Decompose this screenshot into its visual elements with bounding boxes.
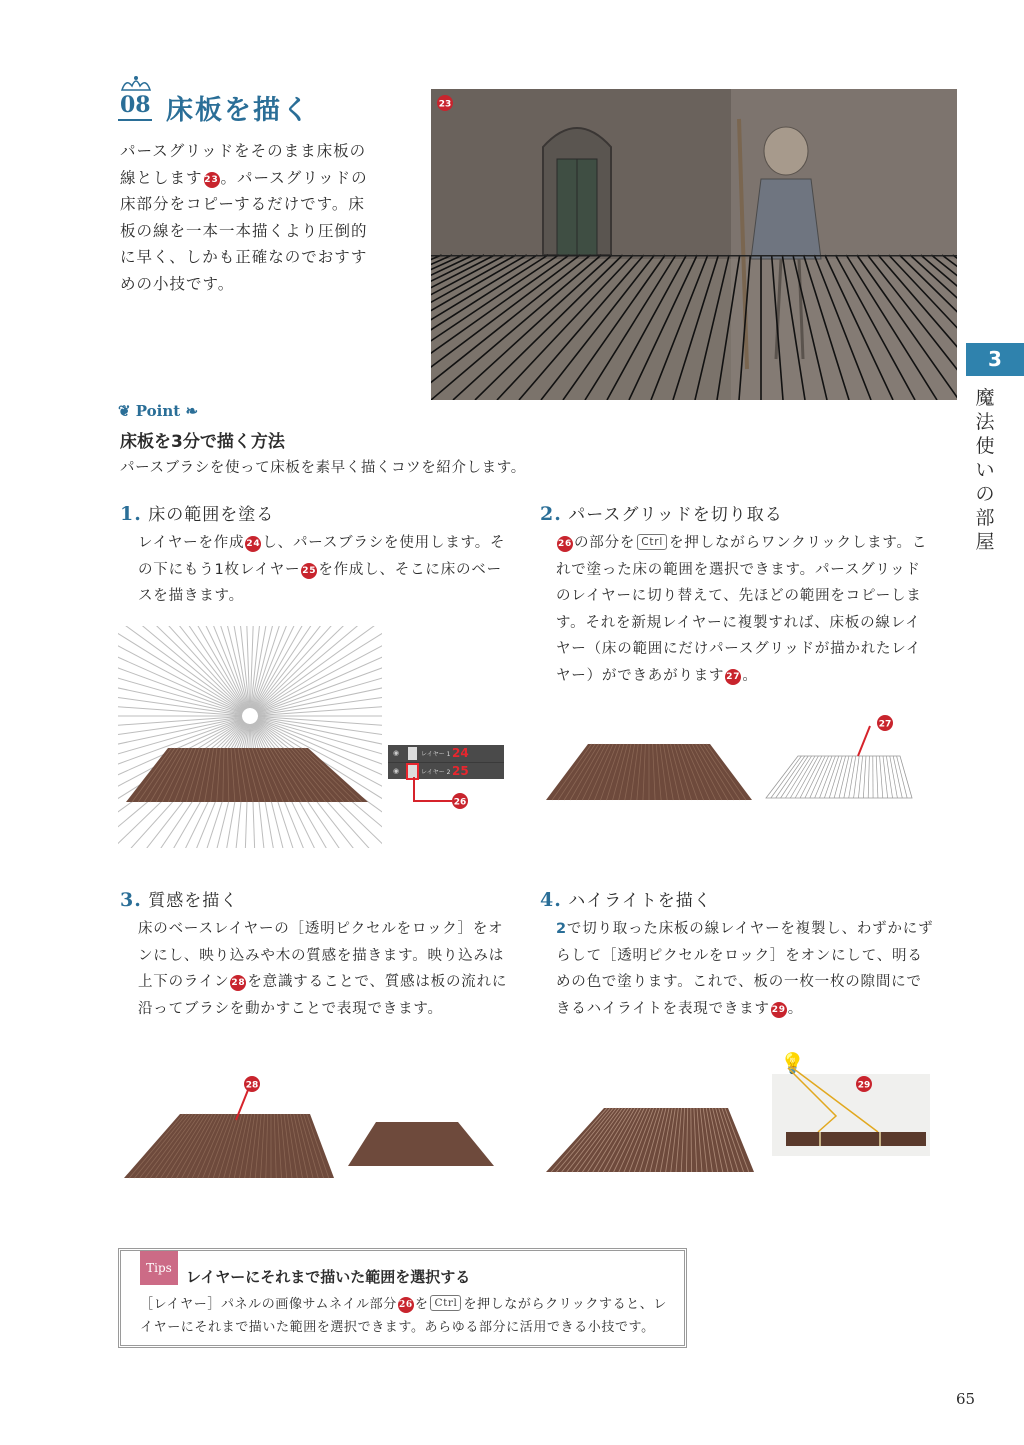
- section-title: 床板を描く: [166, 95, 311, 126]
- texture-figure: [118, 1074, 508, 1192]
- section-number-underline: [118, 119, 152, 121]
- step-4-heading: 4. ハイライトを描く: [540, 889, 712, 911]
- layers-panel: [388, 745, 504, 779]
- svg-text:26: 26: [453, 797, 467, 808]
- point-title: 床板を3分で描く方法: [120, 432, 285, 452]
- perspective-grid-figure: [118, 626, 382, 848]
- tips-title: レイヤーにそれまで描いた範囲を選択する: [186, 1268, 471, 1286]
- callout-26-pointer: [408, 775, 474, 811]
- point-label: ❦ Point ❧: [118, 402, 199, 420]
- point-description: パースブラシを使って床板を素早く描くコツを紹介します。: [120, 460, 526, 476]
- chapter-title-vertical: 魔法使いの部屋: [975, 387, 995, 553]
- tips-badge: Tips: [140, 1251, 178, 1285]
- step-4-body: 2で切り取った床板の線レイヤーを複製し、わずかにずらして［透明ピクセルをロック］をオンにして、明るめの色で塗ります。これで、板の一枚一枚の隙間にできるハイライトを表現できます 29 。: [556, 921, 934, 1017]
- svg-text:28: 28: [245, 1080, 259, 1091]
- svg-text:29: 29: [857, 1080, 871, 1091]
- highlight-figure: [540, 1046, 932, 1184]
- layer-thumbnail[interactable]: [408, 747, 417, 760]
- step-2-body: 26 の部分を Ctrl を押しながらワンクリックします。これで塗った床の範囲を選択できます。パースグリッドのレイヤーに切り替えて、先ほどの範囲をコピーします。それを新規レイヤーに複製すれば、床板の線レイヤー（床の範囲にだけパースグリッドが描かれたレイヤー）ができあがります 27 。: [556, 535, 928, 684]
- eye-icon[interactable]: ◉: [393, 749, 400, 757]
- page-number: 65: [956, 1390, 976, 1408]
- step-3-heading: 3. 質感を描く: [120, 889, 239, 911]
- ctrl-key: Ctrl: [637, 534, 667, 550]
- tips-body: ［レイヤー］パネルの画像サムネイル部分 26 を Ctrl を押しながらクリックすると、レイヤーにそれまで描いた範囲を選択できます。あらゆる部分に活用できる小技です。: [140, 1297, 667, 1335]
- hero-badge: 23: [438, 99, 452, 110]
- step-1-body: レイヤーを作成 24 し、パースブラシを使用します。その下にもう1枚レイヤー 25 を作成し、そこに床のベースを描きます。: [138, 535, 506, 604]
- svg-text:27: 27: [878, 719, 892, 730]
- hero-illustration: [431, 89, 957, 400]
- intro-paragraph: パースグリッドをそのまま床板の線とします 23 。パースグリッドの床部分をコピーするだけです。床板の線を一本一本描くより圧倒的に早く、しかも正確なのでおすすめの小技です。: [120, 142, 368, 293]
- step-1-heading: 1. 床の範囲を塗る: [120, 503, 275, 525]
- chapter-number-tab: 3: [966, 343, 1024, 376]
- lightbulb-icon: 💡: [780, 1051, 805, 1075]
- crown-ornament-icon: [118, 74, 154, 94]
- eye-icon[interactable]: ◉: [393, 767, 400, 775]
- layer-row[interactable]: ◉ レイヤー 1 24: [393, 746, 469, 760]
- callout-badge: 23: [204, 172, 220, 188]
- layer-row[interactable]: ◉ レイヤー 2 25: [388, 762, 504, 780]
- grid-cutout-figure: [540, 712, 920, 812]
- ctrl-key: Ctrl: [430, 1295, 461, 1311]
- section-number: 08: [120, 92, 151, 118]
- step-2-heading: 2. パースグリッドを切り取る: [540, 503, 783, 525]
- step-3-body: 床のベースレイヤーの［透明ピクセルをロック］をオンにし、映り込みや木の質感を描きます。映り込みは上下のライン 28 を意識することで、質感は板の流れに沿ってブラシを動かすことで表現できます。: [138, 921, 508, 1017]
